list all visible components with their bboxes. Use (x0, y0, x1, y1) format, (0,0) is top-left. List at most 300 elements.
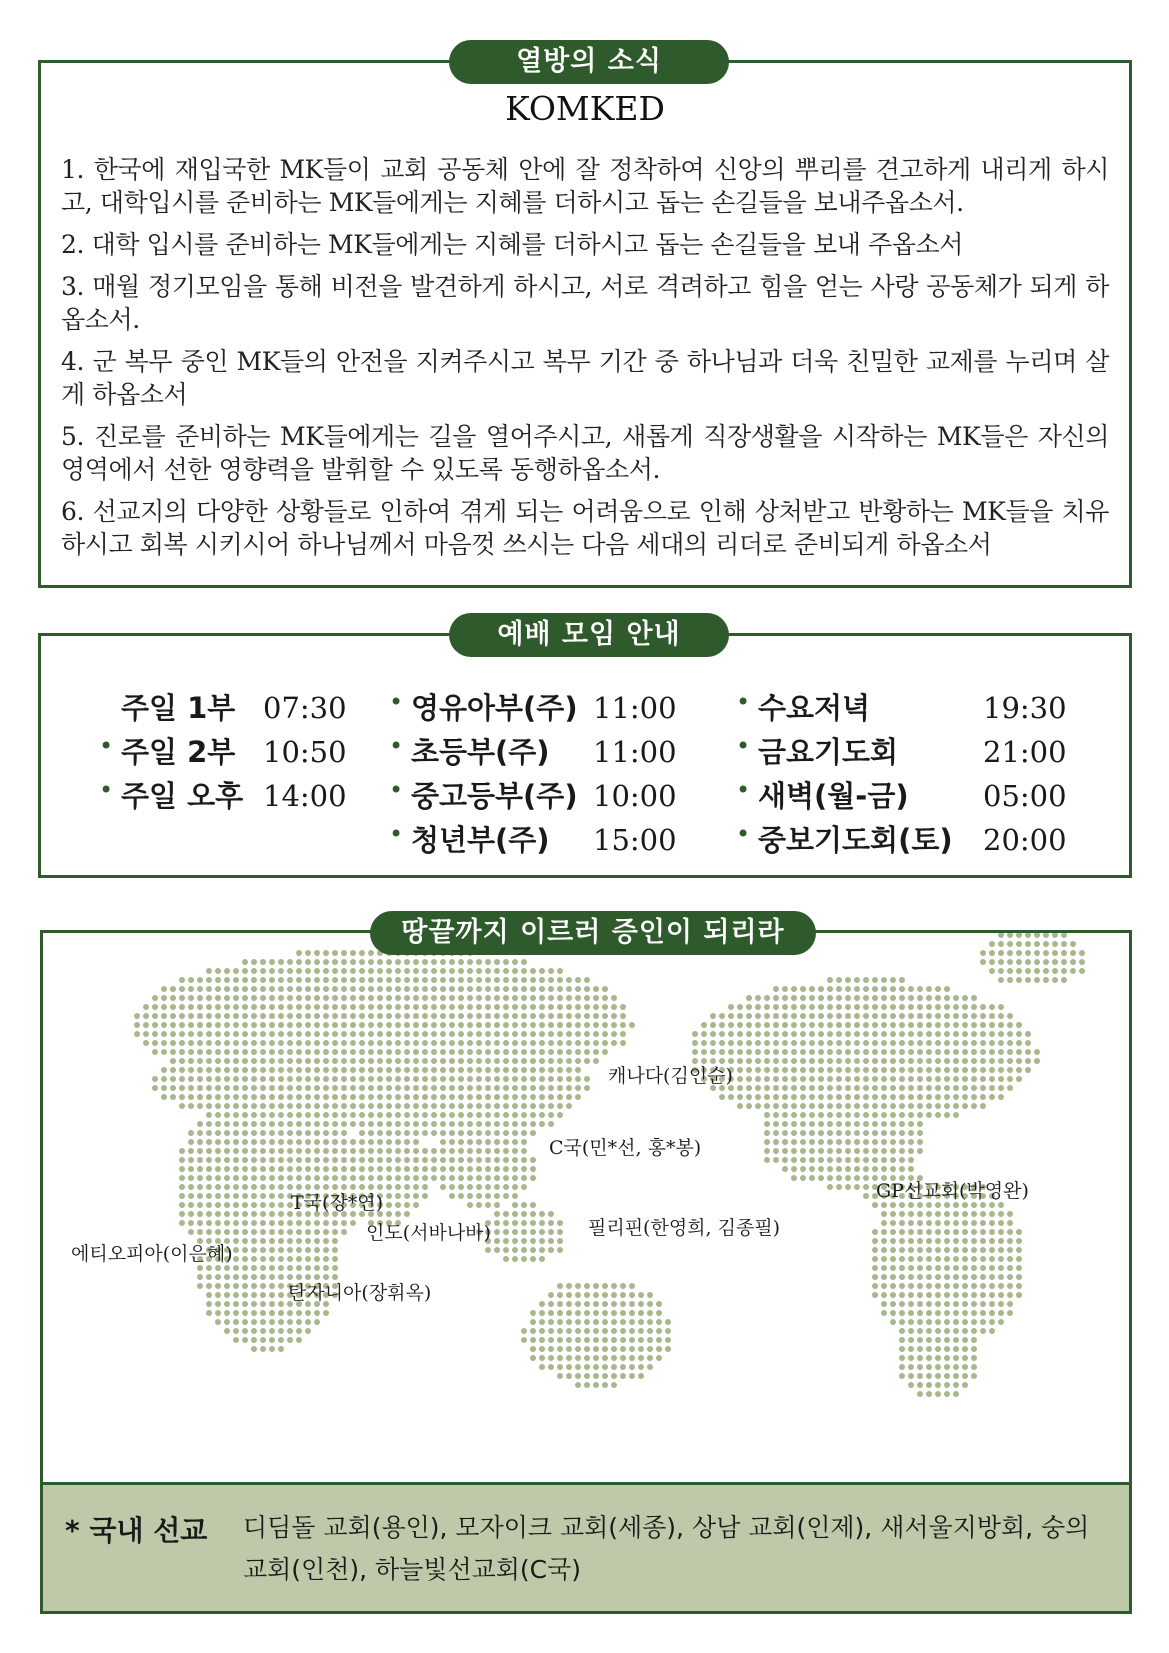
map-dot (899, 1166, 905, 1172)
map-dot (584, 1058, 590, 1064)
map-dot (575, 1319, 581, 1325)
map-dot (557, 1031, 563, 1037)
map-dot (998, 1292, 1004, 1298)
map-dot (773, 1103, 779, 1109)
map-dot (413, 1166, 419, 1172)
map-dot (206, 1139, 212, 1145)
map-dot (305, 1139, 311, 1145)
map-dot (989, 1292, 995, 1298)
map-dot (989, 968, 995, 974)
map-dot (836, 1085, 842, 1091)
map-dot (827, 1031, 833, 1037)
map-dot (1061, 968, 1067, 974)
map-dot (233, 968, 239, 974)
map-dot (710, 1040, 716, 1046)
map-dot (773, 1022, 779, 1028)
map-dot (224, 1067, 230, 1073)
map-dot (701, 1031, 707, 1037)
map-dot (197, 986, 203, 992)
map-dot (989, 1247, 995, 1253)
map-dot (1061, 933, 1067, 938)
map-dot (395, 1157, 401, 1163)
map-dot (188, 1139, 194, 1145)
map-dot (602, 1283, 608, 1289)
map-dot (971, 1076, 977, 1082)
map-dot (269, 1058, 275, 1064)
map-dot (386, 1103, 392, 1109)
map-dot (845, 1049, 851, 1055)
map-dot (449, 1139, 455, 1145)
map-dot (818, 1022, 824, 1028)
map-dot (710, 1031, 716, 1037)
map-dot (260, 995, 266, 1001)
map-dot (566, 1040, 572, 1046)
map-dot (503, 1076, 509, 1082)
map-dot (485, 977, 491, 983)
map-dot (278, 1265, 284, 1271)
map-dot (881, 1067, 887, 1073)
map-dot (818, 1103, 824, 1109)
map-dot (260, 1238, 266, 1244)
map-dot (548, 1103, 554, 1109)
map-dot (251, 968, 257, 974)
map-dot (899, 1274, 905, 1280)
map-dot (791, 1103, 797, 1109)
map-dot (539, 1211, 545, 1217)
map-dot (800, 1148, 806, 1154)
map-dot (521, 959, 527, 965)
map-dot (701, 1049, 707, 1055)
map-dot (548, 1040, 554, 1046)
map-dot (413, 959, 419, 965)
map-dot (278, 1121, 284, 1127)
map-dot (530, 1004, 536, 1010)
map-dot (350, 1121, 356, 1127)
map-dot (278, 1067, 284, 1073)
map-dot (341, 950, 347, 956)
map-dot (728, 1049, 734, 1055)
map-dot (377, 1004, 383, 1010)
map-dot (593, 1319, 599, 1325)
map-dot (827, 1166, 833, 1172)
map-dot (593, 1301, 599, 1307)
map-dot (233, 1328, 239, 1334)
map-dot (251, 1202, 257, 1208)
map-dot (296, 1166, 302, 1172)
service-name: 초등부(주) (411, 735, 550, 769)
map-dot (746, 1085, 752, 1091)
map-dot (215, 1319, 221, 1325)
map-dot (863, 1049, 869, 1055)
map-dot (899, 1076, 905, 1082)
map-dot (341, 1175, 347, 1181)
map-dot (431, 1076, 437, 1082)
map-dot (422, 1076, 428, 1082)
map-dot (548, 1076, 554, 1082)
map-dot (818, 1175, 824, 1181)
map-dot (314, 1148, 320, 1154)
map-dot (1052, 941, 1058, 947)
map-dot (584, 1364, 590, 1370)
map-dot (332, 1067, 338, 1073)
map-dot (548, 1112, 554, 1118)
map-dot (575, 1022, 581, 1028)
map-dot (539, 1013, 545, 1019)
map-dot (476, 986, 482, 992)
map-dot (890, 1049, 896, 1055)
map-dot (206, 1274, 212, 1280)
map-dot (908, 1247, 914, 1253)
map-dot (827, 1013, 833, 1019)
map-dot (872, 1148, 878, 1154)
map-dot (260, 1130, 266, 1136)
map-dot (962, 1040, 968, 1046)
map-dot (584, 1301, 590, 1307)
map-dot (467, 1148, 473, 1154)
service-name: 청년부(주) (411, 823, 550, 857)
map-dot (179, 1004, 185, 1010)
bullet-icon: • (736, 776, 751, 804)
map-dot (890, 1139, 896, 1145)
map-dot (1061, 977, 1067, 983)
map-dot (998, 1319, 1004, 1325)
map-dot (224, 1139, 230, 1145)
map-dot (485, 1076, 491, 1082)
map-dot (512, 1031, 518, 1037)
map-dot (836, 1022, 842, 1028)
map-dot (782, 1103, 788, 1109)
map-dot (233, 1301, 239, 1307)
map-dot (386, 1139, 392, 1145)
map-dot (962, 1067, 968, 1073)
map-dot (782, 1058, 788, 1064)
map-dot (566, 1346, 572, 1352)
map-dot (926, 1301, 932, 1307)
map-dot (260, 1256, 266, 1262)
map-dot (863, 1175, 869, 1181)
map-dot (251, 959, 257, 965)
map-dot (395, 1085, 401, 1091)
map-dot (557, 1328, 563, 1334)
map-dot (881, 1301, 887, 1307)
map-dot (314, 959, 320, 965)
map-dot (278, 1319, 284, 1325)
map-dot (251, 986, 257, 992)
map-dot (332, 1112, 338, 1118)
map-dot (584, 986, 590, 992)
bullet-icon: • (389, 688, 404, 716)
map-dot (323, 1220, 329, 1226)
map-dot (980, 959, 986, 965)
map-dot (287, 1049, 293, 1055)
map-dot (233, 1310, 239, 1316)
map-dot (629, 1346, 635, 1352)
map-dot (413, 1121, 419, 1127)
map-dot (233, 1121, 239, 1127)
map-dot (710, 1013, 716, 1019)
map-dot (188, 986, 194, 992)
map-dot (413, 1202, 419, 1208)
map-dot (359, 977, 365, 983)
map-dot (260, 1229, 266, 1235)
map-dot (998, 1256, 1004, 1262)
prayer-list (61, 153, 1109, 570)
map-dot (512, 1130, 518, 1136)
map-dot (377, 977, 383, 983)
map-dot (467, 986, 473, 992)
map-dot (899, 1283, 905, 1289)
map-dot (305, 968, 311, 974)
news-box (38, 60, 1132, 588)
map-dot (935, 1067, 941, 1073)
map-dot (521, 1103, 527, 1109)
map-dot (197, 1031, 203, 1037)
map-dot (422, 1040, 428, 1046)
map-dot (557, 1004, 563, 1010)
map-dot (512, 1184, 518, 1190)
map-dot (926, 995, 932, 1001)
map-dot (935, 1112, 941, 1118)
map-dot (152, 1085, 158, 1091)
map-dot (413, 1139, 419, 1145)
map-dot (809, 1121, 815, 1127)
map-dot (800, 1058, 806, 1064)
map-dot (602, 1040, 608, 1046)
map-dot (656, 1355, 662, 1361)
map-dot (548, 1346, 554, 1352)
map-dot (179, 1193, 185, 1199)
map-dot (764, 1112, 770, 1118)
map-dot (512, 995, 518, 1001)
map-dot (701, 1022, 707, 1028)
map-dot (926, 1283, 932, 1289)
map-dot (935, 1031, 941, 1037)
map-dot (980, 1094, 986, 1100)
map-dot (305, 1022, 311, 1028)
map-dot (737, 1067, 743, 1073)
map-dot (386, 1058, 392, 1064)
map-dot (1052, 968, 1058, 974)
map-dot (206, 977, 212, 983)
map-dot (458, 1193, 464, 1199)
map-dot (251, 1265, 257, 1271)
map-dot (899, 1148, 905, 1154)
map-dot (836, 1121, 842, 1127)
map-dot (278, 1103, 284, 1109)
map-dot (233, 1337, 239, 1343)
map-dot (440, 1121, 446, 1127)
map-dot (413, 1058, 419, 1064)
map-dot (224, 1031, 230, 1037)
map-dot (440, 1013, 446, 1019)
map-dot (593, 1373, 599, 1379)
map-dot (341, 1130, 347, 1136)
map-dot (350, 1049, 356, 1055)
map-dot (827, 1175, 833, 1181)
map-dot (458, 1022, 464, 1028)
map-dot (278, 1049, 284, 1055)
map-dot (836, 1004, 842, 1010)
map-dot (791, 1121, 797, 1127)
map-dot (980, 1031, 986, 1037)
map-dot (278, 1202, 284, 1208)
map-dot (584, 1040, 590, 1046)
map-dot (944, 1004, 950, 1010)
map-dot (899, 1157, 905, 1163)
map-dot (296, 1067, 302, 1073)
map-dot (233, 1229, 239, 1235)
map-dot (305, 1265, 311, 1271)
map-dot (521, 977, 527, 983)
map-dot (278, 1013, 284, 1019)
map-dot (827, 1049, 833, 1055)
map-dot (1034, 1049, 1040, 1055)
map-dot (818, 1067, 824, 1073)
map-dot (458, 1004, 464, 1010)
map-dot (926, 1382, 932, 1388)
service-name: 수요저녁 (758, 691, 871, 725)
map-dot (512, 1238, 518, 1244)
map-dot (638, 1292, 644, 1298)
map-dot (377, 1121, 383, 1127)
map-dot (791, 1058, 797, 1064)
map-dot (287, 1013, 293, 1019)
map-dot (926, 1328, 932, 1334)
map-dot (386, 1085, 392, 1091)
map-dot (413, 1094, 419, 1100)
map-dot (602, 1364, 608, 1370)
map-dot (800, 1157, 806, 1163)
map-dot (746, 1094, 752, 1100)
map-dot (620, 1328, 626, 1334)
map-dot (188, 977, 194, 983)
map-dot (224, 1310, 230, 1316)
map-dot (368, 1130, 374, 1136)
map-dot (224, 1328, 230, 1334)
map-dot (665, 1328, 671, 1334)
bullet-icon: • (389, 732, 404, 760)
prayer-item: 4. 군 복무 중인 MK들의 안전을 지켜주시고 복무 기간 중 하나님과 더욱 친밀한 교제를 누리며 살게 하옵소서 (61, 347, 1109, 409)
map-dot (602, 1301, 608, 1307)
map-dot (773, 1031, 779, 1037)
map-dot (917, 1130, 923, 1136)
map-dot (791, 1031, 797, 1037)
map-dot (575, 1292, 581, 1298)
map-dot (323, 1265, 329, 1271)
map-dot (1007, 1265, 1013, 1271)
map-dot (575, 1076, 581, 1082)
map-dot (791, 1004, 797, 1010)
map-dot (269, 1103, 275, 1109)
map-dot (755, 1049, 761, 1055)
map-dot (998, 1022, 1004, 1028)
map-dot (485, 1031, 491, 1037)
map-dot (269, 1310, 275, 1316)
map-dot (881, 1211, 887, 1217)
map-dot (395, 1175, 401, 1181)
map-dot (422, 1148, 428, 1154)
map-dot (260, 1319, 266, 1325)
map-dot (251, 977, 257, 983)
map-dot (980, 1238, 986, 1244)
map-dot (224, 1040, 230, 1046)
map-dot (224, 1166, 230, 1172)
map-dot (890, 1157, 896, 1163)
map-dot (908, 986, 914, 992)
map-dot (395, 977, 401, 983)
map-dot (1016, 1274, 1022, 1280)
map-dot (251, 1130, 257, 1136)
map-dot (350, 1139, 356, 1145)
map-dot (773, 986, 779, 992)
map-dot (512, 977, 518, 983)
map-dot (872, 1094, 878, 1100)
map-dot (530, 1067, 536, 1073)
map-dot (251, 1094, 257, 1100)
map-dot (431, 1130, 437, 1136)
map-dot (530, 1310, 536, 1316)
map-dot (989, 950, 995, 956)
map-dot (944, 1031, 950, 1037)
map-dot (548, 1022, 554, 1028)
map-dot (845, 1022, 851, 1028)
map-dot (359, 1067, 365, 1073)
map-dot (458, 1076, 464, 1082)
map-dot (917, 1121, 923, 1127)
map-dot (413, 1049, 419, 1055)
map-dot (593, 1058, 599, 1064)
map-dot (242, 1175, 248, 1181)
map-dot (773, 1094, 779, 1100)
map-dot (260, 1013, 266, 1019)
map-dot (224, 1229, 230, 1235)
map-dot (143, 1040, 149, 1046)
map-dot (728, 1094, 734, 1100)
map-dot (953, 1112, 959, 1118)
map-dot (206, 1283, 212, 1289)
map-dot (494, 1076, 500, 1082)
map-dot (908, 1040, 914, 1046)
map-dot (917, 1373, 923, 1379)
map-dot (971, 1229, 977, 1235)
map-dot (746, 1004, 752, 1010)
map-dot (251, 995, 257, 1001)
map-dot (341, 968, 347, 974)
map-dot (1043, 933, 1049, 938)
map-dot (548, 1085, 554, 1091)
map-dot (386, 959, 392, 965)
map-dot (377, 986, 383, 992)
map-dot (359, 1004, 365, 1010)
map-dot (890, 1319, 896, 1325)
map-dot (935, 1229, 941, 1235)
map-dot (224, 1292, 230, 1298)
map-dot (989, 1220, 995, 1226)
map-dot (944, 1049, 950, 1055)
map-dot (710, 1022, 716, 1028)
map-dot (782, 986, 788, 992)
map-dot (233, 977, 239, 983)
map-dot (935, 1382, 941, 1388)
map-dot (368, 959, 374, 965)
map-dot (908, 1220, 914, 1226)
map-dot (305, 1238, 311, 1244)
map-dot (296, 1049, 302, 1055)
map-dot (908, 1211, 914, 1217)
map-dot (755, 995, 761, 1001)
map-dot (935, 1013, 941, 1019)
map-dot (809, 1040, 815, 1046)
